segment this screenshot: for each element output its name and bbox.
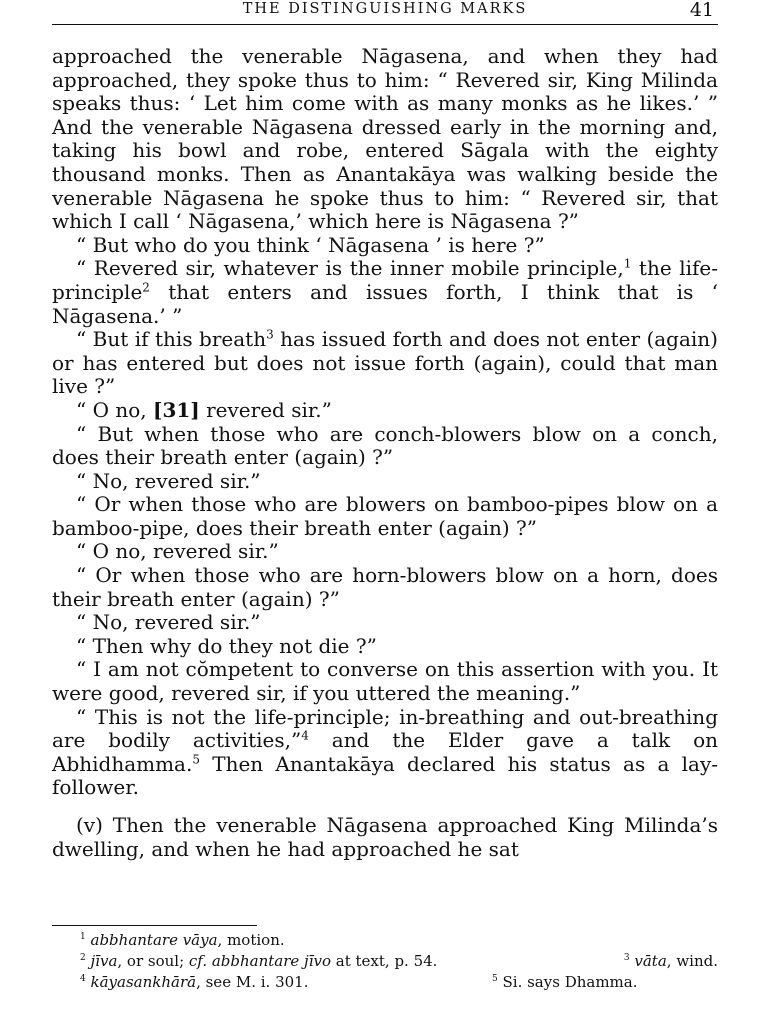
footnote-1-term: abbhantare vāya	[90, 931, 218, 949]
footnote-4	[80, 973, 308, 991]
paragraph-8: “ Or when those who are blowers on bamboo-pipes blow on a bamboo-pipe, does their breath enter (again) ?”	[52, 492, 718, 540]
footnote-2-term: jīva	[90, 952, 118, 970]
footnote-3-text: , wind.	[666, 952, 718, 970]
paragraph-5-part-b: revered sir.”	[199, 397, 332, 422]
paragraph-14-part-a: “ This is not the life-principle; in-breathing and out-breathing are bodily activities,”	[52, 704, 718, 753]
page-number: 41	[689, 0, 714, 21]
footnote-3-term: vāta	[634, 952, 667, 970]
footnote-ref-5: 5	[192, 752, 200, 767]
footnote-ref-1: 1	[623, 256, 632, 271]
paragraph-5-part-a: “ O no,	[76, 397, 153, 422]
page-reference: [31]	[152, 397, 200, 422]
footnote-4-text: , see M. i. 301.	[196, 973, 309, 991]
footnote-3	[624, 951, 718, 972]
footnote-2-text-b: at text, p. 54.	[331, 952, 438, 970]
footnote-divider	[52, 925, 257, 926]
paragraph-12: “ Then why do they not die ?”	[76, 633, 377, 658]
running-head: THE DISTINGUISHING MARKS	[242, 1, 528, 17]
footnote-4-number: 4	[80, 974, 86, 984]
page-header	[52, 0, 718, 25]
footnote-5-number: 5	[492, 974, 498, 984]
paragraph-3-part-c: that enters and issues forth, I think that is ‘ Nāgasena.’ ”	[52, 279, 718, 328]
footnote-2-text-a: , or soul;	[117, 952, 189, 970]
paragraph-9: “ O no, revered sir.”	[76, 539, 279, 564]
footnote-ref-2: 2	[142, 280, 150, 295]
footnotes	[80, 930, 718, 993]
paragraph-1: approached the venerable Nāgasena, and when they had approached, they spoke thus to him: “ Revered sir, King Milinda speaks thus: ‘ Let him come with as many monks as he likes.’ ” And the venerable Nāgasena dressed early in the morning and, taking his bowl and robe, entered Sāgala with the eighty thousand monks. Then as Anantakāya was walking beside the venerable Nāgasena he spoke thus to him: “ Revered sir, that which I call ‘ Nāgasena,’ which here is Nāgasena ?”	[52, 44, 718, 234]
paragraph-5	[52, 399, 718, 423]
paragraph-6: “ But when those who are conch-blowers blow on a conch, does their breath enter (again) ?”	[52, 421, 718, 470]
footnote-2-cf: cf. abbhantare jīvo	[188, 952, 332, 970]
paragraph-3	[52, 257, 718, 328]
footnote-3-number: 3	[623, 953, 630, 963]
paragraph-11: “ No, revered sir.”	[76, 610, 261, 635]
paragraph-4-part-b: has issued forth and does not enter (again) or has entered but does not issue forth (again), could that man live ?”	[52, 327, 718, 399]
paragraph-3-part-b: the life-principle	[52, 256, 718, 304]
paragraph-2: “ But who do you think ‘ Nāgasena ’ is here ?”	[76, 232, 545, 257]
footnote-5	[492, 972, 637, 993]
footnote-row-2	[80, 951, 718, 972]
footnote-4-term: kāyasankhārā	[90, 973, 197, 991]
footnote-2	[80, 952, 437, 970]
paragraph-14	[52, 706, 718, 800]
footnote-2-number: 2	[80, 953, 86, 963]
footnote-ref-4: 4	[301, 728, 309, 743]
footnote-5-text: Si. says Dhamma.	[497, 973, 638, 991]
paragraph-10: “ Or when those who are horn-blowers blow on a horn, does their breath enter (again) ?”	[52, 563, 718, 611]
paragraph-4	[52, 328, 718, 399]
footnote-1	[80, 930, 718, 951]
paragraph-14-part-c: Then Anantakāya declared his status as a lay-follower.	[52, 751, 718, 800]
paragraph-7: “ No, revered sir.”	[76, 468, 261, 493]
paragraph-14-part-b: and the Elder gave a talk on Abhidhamma.	[52, 728, 718, 776]
footnote-ref-3: 3	[266, 327, 274, 342]
paragraph-3-part-a: “ Revered sir, whatever is the inner mobile principle,	[76, 256, 624, 281]
paragraph-13: “ I am not cŏmpetent to converse on this assertion with you. It were good, revered sir, if you uttered the meaning.”	[52, 657, 718, 706]
footnote-1-text: , motion.	[217, 931, 285, 949]
footnote-row-4	[80, 972, 718, 993]
paragraph-4-part-a: “ But if this breath	[76, 327, 267, 352]
footnote-1-number: 1	[80, 932, 86, 942]
paragraph-15: (v) Then the venerable Nāgasena approached King Milinda’s dwelling, and when he had approached he sat	[52, 813, 718, 861]
main-text	[52, 45, 718, 861]
